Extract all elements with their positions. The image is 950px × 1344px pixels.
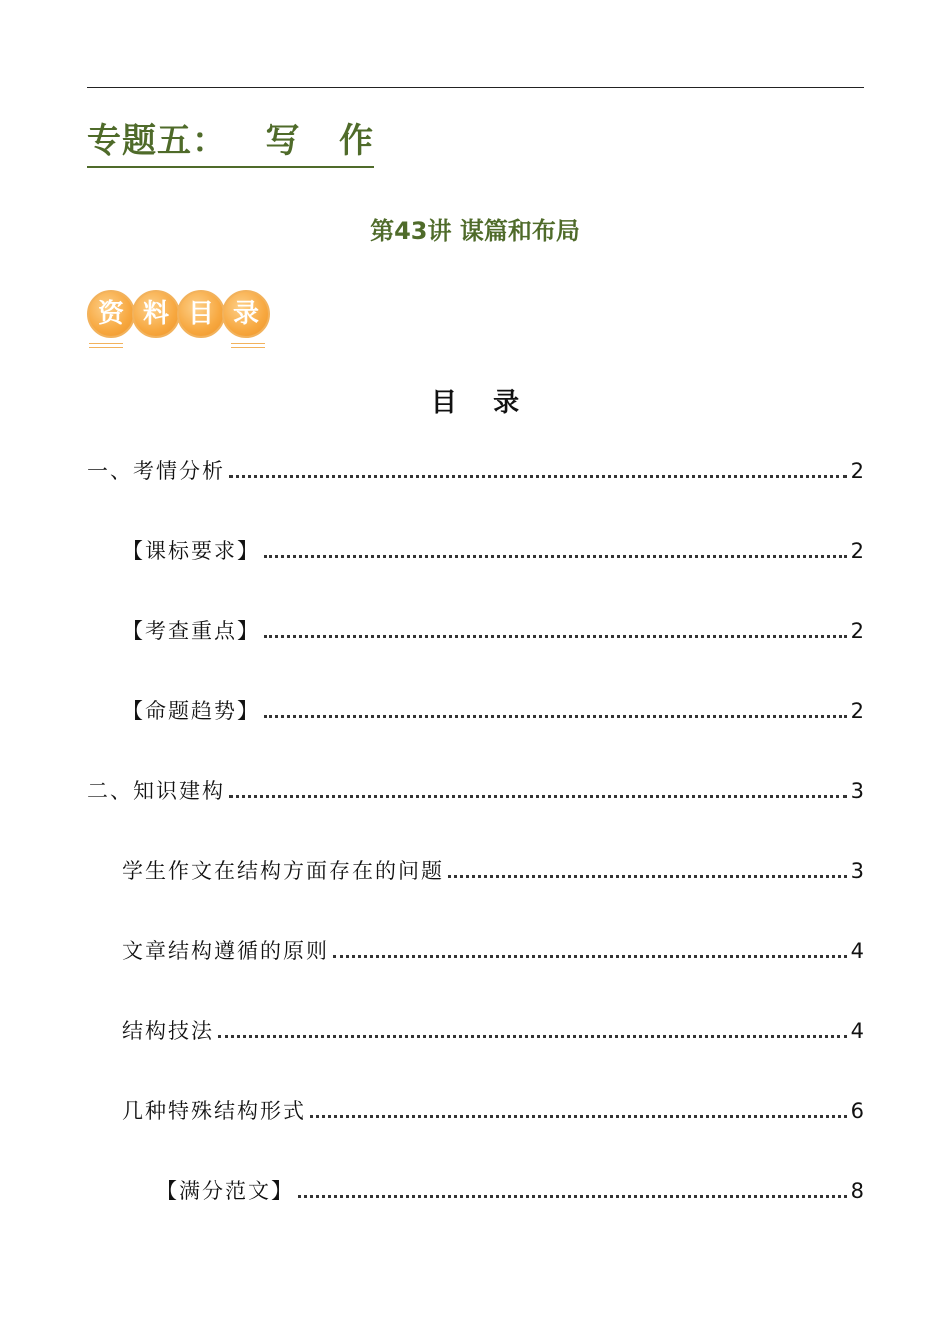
toc-dot-leader (298, 1195, 847, 1198)
toc-entry-label: 结构技法 (122, 1019, 214, 1043)
toc-dot-leader (229, 795, 847, 798)
toc-entry-label: 【满分范文】 (156, 1179, 294, 1203)
toc-dot-leader (229, 475, 847, 478)
toc-entry-label: 学生作文在结构方面存在的问题 (122, 859, 444, 883)
toc-entry[interactable] (156, 1172, 864, 1206)
topic-title: 专题五： 写 作 (87, 118, 374, 168)
badge-char-3: 目 (177, 290, 225, 338)
toc-entry[interactable] (122, 612, 864, 646)
toc-dot-leader (333, 955, 847, 958)
toc-entry-label: 【命题趋势】 (122, 699, 260, 723)
toc-dot-leader (310, 1115, 847, 1118)
toc-entry[interactable] (87, 452, 864, 486)
badge-char-2: 料 (132, 290, 180, 338)
toc-dot-leader (264, 635, 847, 638)
toc-page-number: 6 (850, 1099, 864, 1123)
toc-dot-leader (448, 875, 847, 878)
toc-entry-label: 一、考情分析 (87, 459, 225, 483)
contents-badge (87, 290, 287, 350)
toc-dot-leader (264, 555, 847, 558)
badge-underline (231, 343, 265, 344)
toc-page-number: 4 (850, 939, 864, 963)
toc-entry-label: 【考查重点】 (122, 619, 260, 643)
lecture-title: 第43讲 谋篇和布局 (370, 217, 580, 245)
toc-entry-label: 【课标要求】 (122, 539, 260, 563)
toc-dot-leader (264, 715, 847, 718)
toc-page-number: 8 (850, 1179, 864, 1203)
toc-page-number: 4 (850, 1019, 864, 1043)
toc-page-number: 2 (850, 699, 864, 723)
toc-entry[interactable] (122, 1012, 864, 1046)
badge-char-1: 资 (87, 290, 135, 338)
toc-heading: 目 录 (430, 388, 520, 418)
toc-entry-label: 几种特殊结构形式 (122, 1099, 306, 1123)
toc-entry[interactable] (122, 532, 864, 566)
toc-entry-label: 二、知识建构 (87, 779, 225, 803)
badge-underline (89, 347, 123, 348)
toc-page-number: 2 (850, 619, 864, 643)
toc-entry[interactable] (87, 772, 864, 806)
toc-page-number: 2 (850, 539, 864, 563)
badge-underline (89, 343, 123, 344)
toc-entry[interactable] (122, 692, 864, 726)
badge-char-4: 录 (222, 290, 270, 338)
toc-entry[interactable] (122, 1092, 864, 1126)
toc-entry[interactable] (122, 932, 864, 966)
toc-entry[interactable] (122, 852, 864, 886)
toc-page-number: 2 (850, 459, 864, 483)
toc-dot-leader (218, 1035, 847, 1038)
toc-entry-label: 文章结构遵循的原则 (122, 939, 329, 963)
toc-page-number: 3 (850, 859, 864, 883)
toc-page-number: 3 (850, 779, 864, 803)
badge-underline (231, 347, 265, 348)
header-rule (87, 87, 864, 88)
